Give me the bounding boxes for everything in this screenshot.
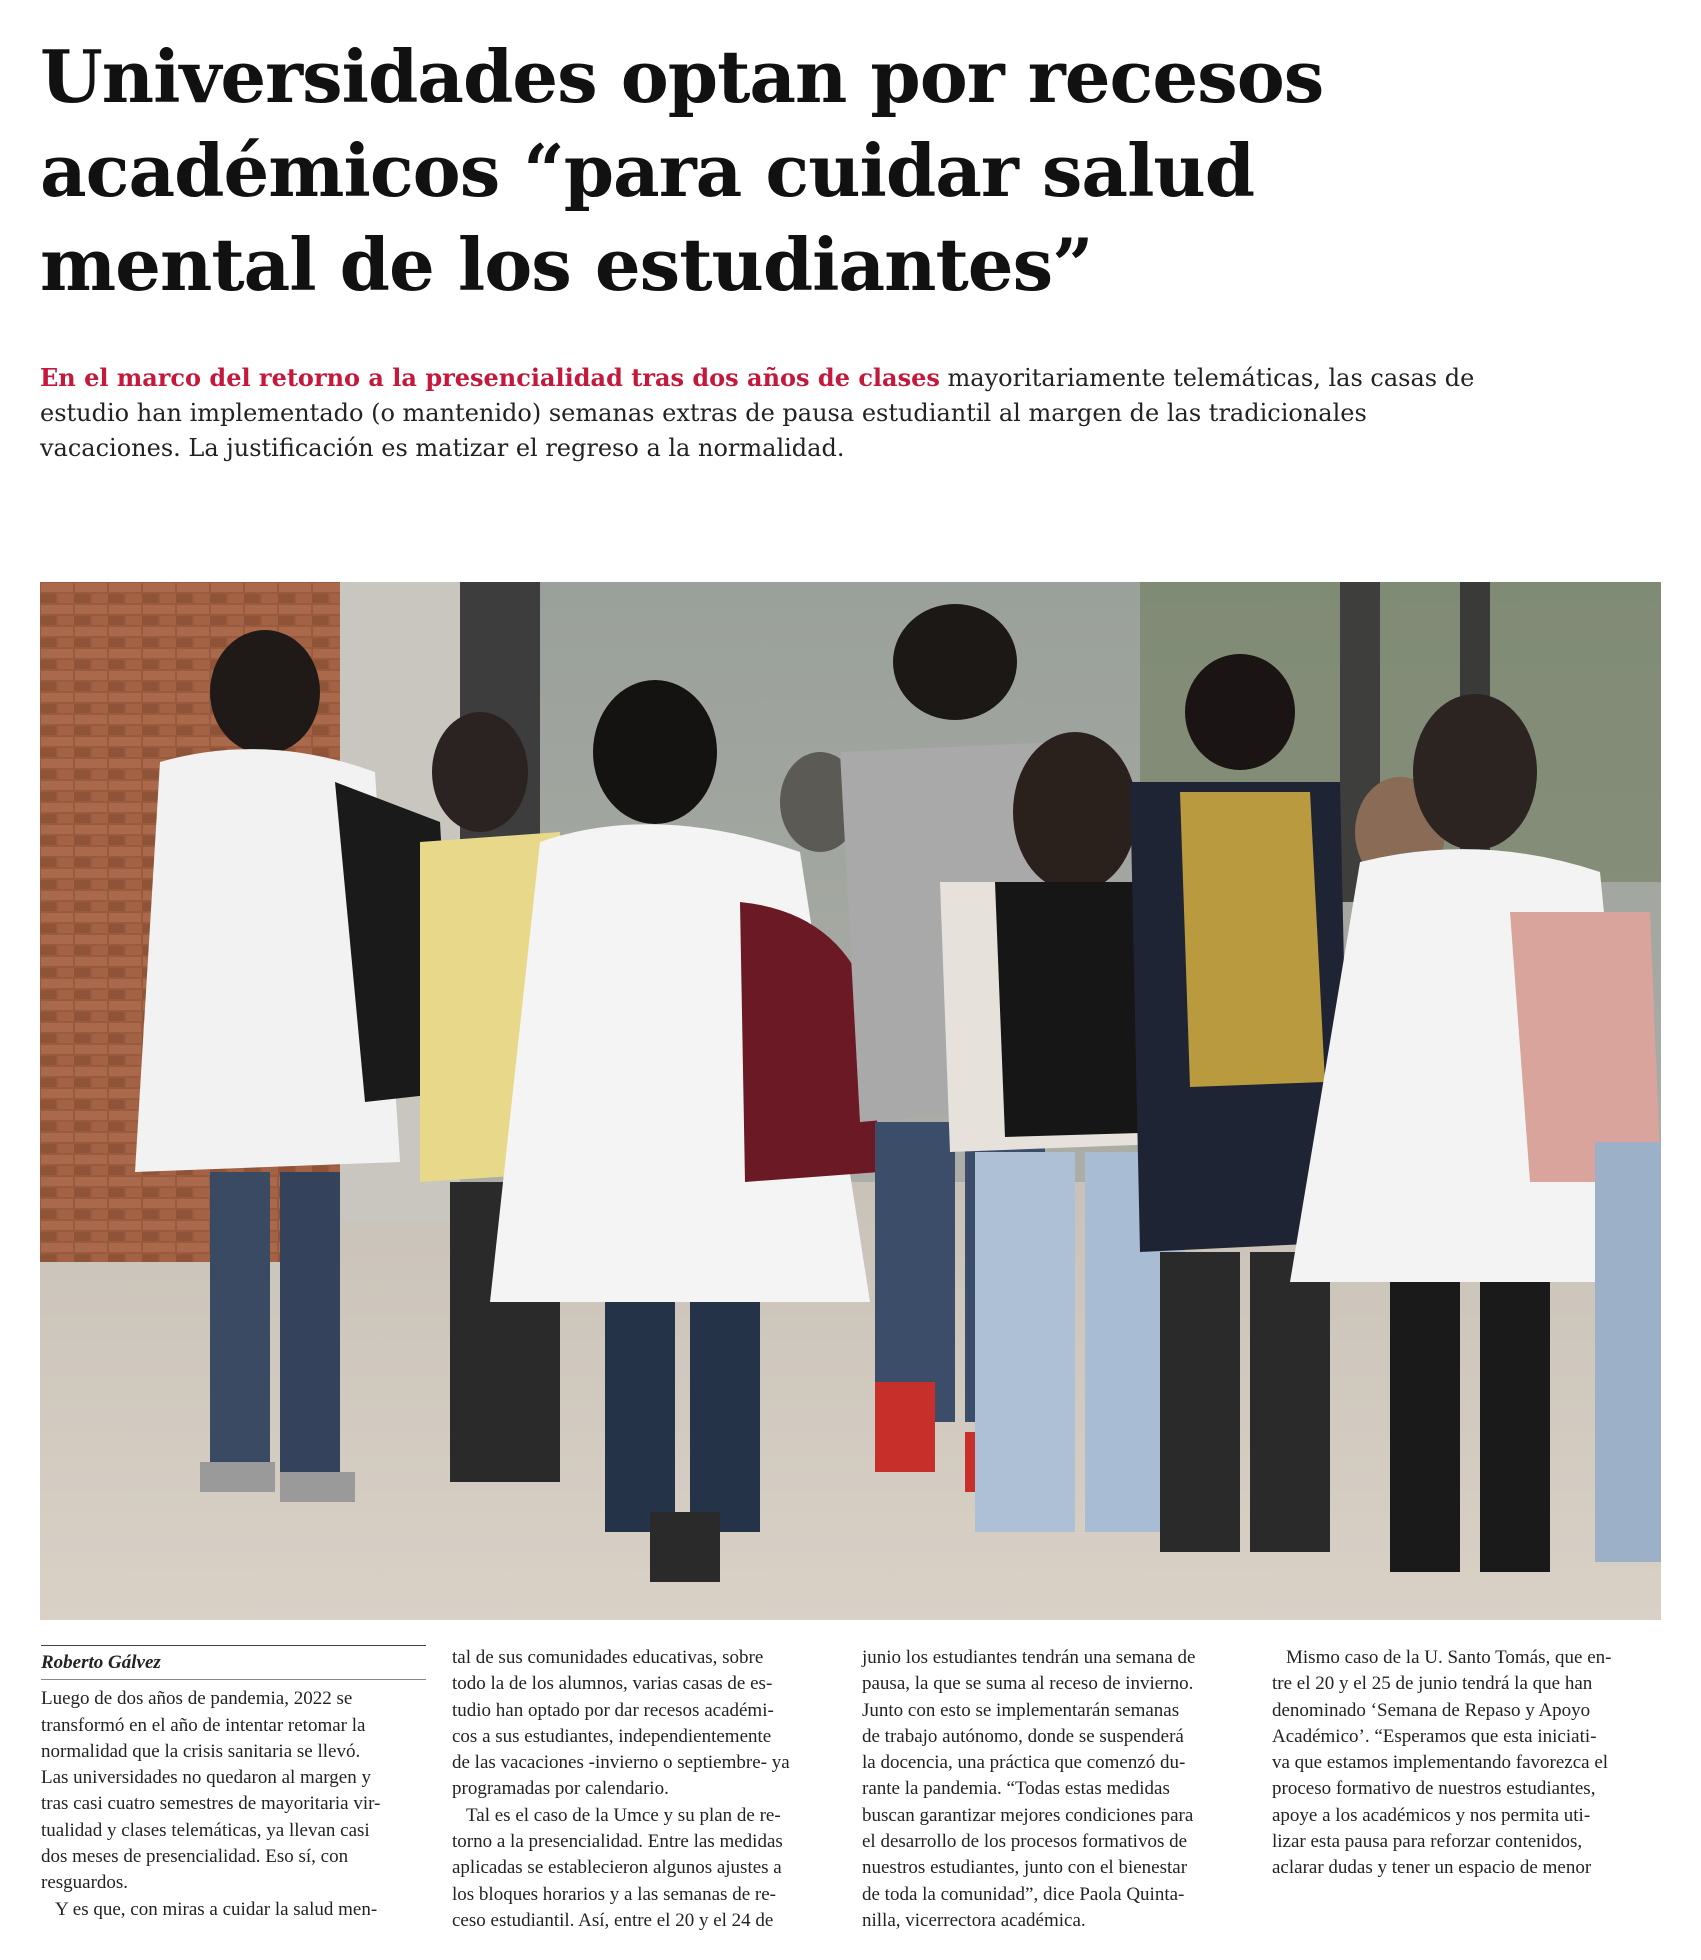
byline: Roberto Gálvez — [41, 1645, 426, 1680]
text-line: Las universidades no quedaron al margen y — [41, 1767, 371, 1789]
text-line: nuestros estudiantes, junto con el bienestar — [862, 1857, 1188, 1879]
text-line: resguardos. — [41, 1872, 129, 1894]
text-line: apoye a los académicos y nos permita uti- — [1272, 1804, 1591, 1826]
text-line: cos a sus estudiantes, independientemente — [452, 1725, 772, 1747]
article-column-3 — [862, 1645, 1247, 1934]
text-line: buscan garantizar mejores condiciones para — [862, 1804, 1194, 1826]
text-line: Luego de dos años de pandemia, 2022 se — [41, 1688, 353, 1710]
text-line: tal de sus comunidades educativas, sobre — [452, 1647, 764, 1668]
text-line: pausa, la que se suma al receso de invierno. — [862, 1673, 1194, 1695]
text-line: aclarar dudas y tener un espacio de menor — [1272, 1857, 1592, 1879]
text-line: denominado ‘Semana de Repaso y Apoyo — [1272, 1699, 1591, 1721]
text-line: tras casi cuatro semestres de mayoritaria vir- — [41, 1793, 381, 1815]
lead-line: estudio han implementado (o mantenido) semanas extras de pausa estudiantil al margen de las tradicionales — [40, 399, 1367, 427]
text-line: tualidad y clases telemáticas, ya llevan casi — [41, 1819, 370, 1841]
text-line: normalidad que la crisis sanitaria se llevó. — [41, 1740, 361, 1762]
text-line: Mismo caso de la U. Santo Tomás, que en- — [1286, 1647, 1612, 1668]
paragraph — [452, 1645, 837, 1934]
text-line: ceso estudiantil. Así, entre el 20 y el 24 de — [452, 1909, 774, 1931]
lead-line-rest: mayoritariamente telemáticas, las casas de — [939, 364, 1475, 392]
text-line: todo la de los alumnos, varias casas de es- — [452, 1673, 773, 1695]
text-line: de las vacaciones -invierno o septiembre- ya — [452, 1752, 790, 1774]
text-line: junio los estudiantes tendrán una semana de — [862, 1647, 1196, 1668]
text-line: los bloques horarios y a las semanas de re- — [452, 1883, 776, 1905]
text-line: torno a la presencialidad. Entre las medidas — [452, 1831, 783, 1853]
text-line: la docencia, una práctica que comenzó du- — [862, 1752, 1186, 1774]
text-line: tudio han optado por dar recesos académi- — [452, 1699, 774, 1721]
text-line: rante la pandemia. “Todas estas medidas — [862, 1778, 1170, 1800]
paragraph — [1272, 1645, 1657, 1882]
headline-line: mental de los estudiantes” — [40, 222, 1093, 307]
text-line: nilla, vicerrectora académica. — [862, 1909, 1086, 1931]
text-line: transformó en el año de intentar retomar la — [41, 1714, 366, 1736]
headline-line: académicos “para cuidar salud — [40, 128, 1255, 213]
text-line: programadas por calendario. — [452, 1778, 669, 1800]
lead-line: vacaciones. La justificación es matizar el regreso a la normalidad. — [40, 434, 845, 462]
lead-paragraph — [40, 360, 1570, 466]
text-line: de toda la comunidad”, dice Paola Quinta- — [862, 1883, 1185, 1905]
article-column-4 — [1272, 1645, 1657, 1882]
lead-kicker: En el marco del retorno a la presencialidad tras dos años de clases — [40, 363, 940, 392]
text-line: lizar esta pausa para reforzar contenidos, — [1272, 1831, 1583, 1853]
text-line: dos meses de presencialidad. Eso sí, con — [41, 1846, 349, 1868]
text-line: aplicadas se establecieron algunos ajustes a — [452, 1857, 782, 1879]
text-line: Y es que, con miras a cuidar la salud men- — [55, 1898, 378, 1920]
article-column-1 — [41, 1645, 426, 1923]
text-line: el desarrollo de los procesos formativos de — [862, 1831, 1188, 1853]
headline — [40, 30, 1600, 312]
paragraph — [41, 1686, 426, 1923]
text-line: de trabajo autónomo, donde se suspenderá — [862, 1725, 1184, 1747]
text-line: Junto con esto se implementarán semanas — [862, 1699, 1180, 1721]
text-line: Académico’. “Esperamos que esta iniciati- — [1272, 1725, 1597, 1747]
lead-line — [40, 360, 1570, 396]
paragraph — [862, 1645, 1247, 1934]
article-column-2 — [452, 1645, 837, 1934]
text-line: tre el 20 y el 25 de junio tendrá la que han — [1272, 1673, 1593, 1695]
text-line: proceso formativo de nuestros estudiantes, — [1272, 1778, 1596, 1800]
text-line: va que estamos implementando favorezca el — [1272, 1752, 1609, 1774]
students-walking-image — [40, 582, 1661, 1620]
text-line: Tal es el caso de la Umce y su plan de re- — [466, 1804, 781, 1826]
headline-line: Universidades optan por recesos — [40, 34, 1324, 119]
article-photo — [40, 582, 1661, 1620]
